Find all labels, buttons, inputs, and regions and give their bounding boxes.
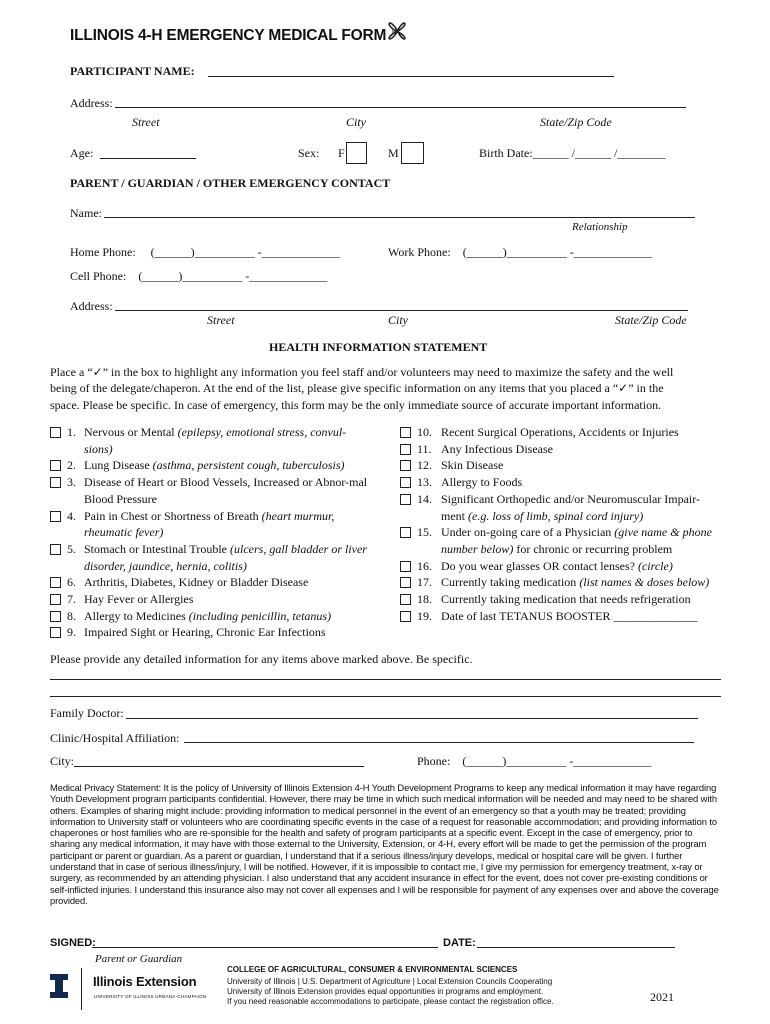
health-item-checkbox[interactable]: [50, 594, 61, 605]
health-item-text: Hay Fever or Allergies: [84, 592, 194, 607]
health-item-text: Arthritis, Diabetes, Kidney or Bladder Disease: [84, 575, 309, 590]
sex-f-checkbox[interactable]: [346, 142, 367, 164]
extension-logo-subtext: UNIVERSITY OF ILLINOIS URBANA-CHAMPAIGN: [94, 994, 207, 999]
health-item[interactable]: [50, 591, 372, 608]
health-item-text: Under on-going care of a Physician (give name & phone number below) for chronic or recurring problem: [441, 525, 712, 556]
health-item-text: Recent Surgical Operations, Accidents or Injuries: [441, 425, 679, 439]
health-item-number: 6.: [67, 575, 76, 590]
health-item-text: Nervous or Mental (epilepsy, emotional stress, convul-sions): [84, 425, 347, 456]
health-item-checkbox[interactable]: [400, 427, 411, 438]
participant-name-label: PARTICIPANT NAME:: [70, 64, 195, 78]
health-item-text: Allergy to Medicines (including penicillin, tetanus): [84, 608, 332, 623]
svg-text:H: H: [392, 30, 397, 36]
health-item-text: Impaired Sight or Hearing, Chronic Ear Infections: [84, 625, 326, 640]
health-item-checkbox[interactable]: [50, 427, 61, 438]
contact-address-field[interactable]: [115, 310, 688, 311]
health-item-checkbox[interactable]: [400, 611, 411, 622]
health-item-text: Any Infectious Disease: [441, 441, 553, 456]
footer-divider: [81, 968, 82, 1010]
health-item[interactable]: [50, 541, 372, 574]
health-item-number: 16.: [417, 558, 432, 573]
health-item-text: Lung Disease (asthma, persistent cough, tuberculosis): [84, 458, 345, 473]
health-item-number: 14.: [417, 491, 432, 506]
health-item-text: Significant Orthopedic and/or Neuromuscular Impair-ment (e.g. loss of limb, spinal cord injury): [441, 491, 701, 523]
contact-address-label: Address:: [70, 299, 113, 313]
health-item-text: Date of last TETANUS BOOSTER ______________: [441, 608, 698, 623]
home-phone-label: Home Phone:: [70, 245, 136, 259]
cell-phone-label: Cell Phone:: [70, 269, 127, 283]
contact-name-field[interactable]: [104, 217, 695, 218]
contact-heading: PARENT / GUARDIAN / OTHER EMERGENCY CONTACT: [70, 176, 391, 190]
doctor-city-field[interactable]: [74, 766, 364, 767]
health-list-right: [400, 424, 720, 624]
health-item[interactable]: [400, 491, 720, 524]
health-item-number: 2.: [67, 458, 76, 473]
parent-guardian-caption: Parent or Guardian: [95, 953, 183, 965]
clinic-label: Clinic/Hospital Affiliation:: [50, 731, 180, 745]
health-item-number: 19.: [417, 608, 432, 623]
details-line-1[interactable]: [50, 679, 721, 680]
health-item-number: 1.: [67, 425, 76, 439]
health-item-checkbox[interactable]: [400, 594, 411, 605]
four-h-clover-icon: [380, 14, 414, 48]
health-item-checkbox[interactable]: [50, 511, 61, 522]
health-item[interactable]: [50, 424, 372, 457]
health-item-checkbox[interactable]: [50, 611, 61, 622]
health-item-text: Currently taking medication (list names & doses below): [441, 575, 710, 590]
date-label: DATE:: [443, 937, 476, 949]
signed-label: SIGNED:: [50, 937, 96, 949]
form-title: ILLINOIS 4-H EMERGENCY MEDICAL FORM: [70, 27, 387, 44]
health-item-checkbox[interactable]: [400, 460, 411, 471]
health-item-checkbox[interactable]: [400, 477, 411, 488]
doctor-phone-label: Phone:: [417, 754, 451, 768]
participant-name-field[interactable]: [208, 76, 614, 77]
health-item[interactable]: [50, 624, 372, 641]
cell-phone-field[interactable]: (______)__________ -_____________: [138, 269, 328, 283]
participant-address-label: Address:: [70, 96, 113, 110]
extension-logo-text: Illinois Extension: [93, 974, 197, 989]
sex-f-label: F: [338, 146, 345, 160]
health-item-checkbox[interactable]: [400, 561, 411, 572]
health-item-checkbox[interactable]: [50, 544, 61, 555]
health-item-text: Stomach or Intestinal Trouble (ulcers, gall bladder or liver disorder, jaundice, hernia, colitis): [84, 541, 367, 573]
health-list-left: [50, 424, 372, 641]
health-item-checkbox[interactable]: [400, 494, 411, 505]
participant-address-field[interactable]: [115, 107, 686, 108]
health-item-checkbox[interactable]: [400, 527, 411, 538]
health-item[interactable]: [400, 424, 720, 441]
college-name: COLLEGE OF AGRICULTURAL, CONSUMER & ENVIRONMENTAL SCIENCES: [227, 965, 518, 974]
age-label: Age:: [70, 146, 94, 160]
health-item[interactable]: [50, 474, 372, 507]
birthdate-label: Birth Date:: [479, 146, 533, 160]
form-year: 2021: [650, 990, 674, 1004]
age-field[interactable]: [100, 158, 196, 159]
health-item-number: 8.: [67, 608, 76, 623]
health-item-checkbox[interactable]: [50, 477, 61, 488]
relationship-caption: Relationship: [572, 221, 628, 233]
health-item-number: 5.: [67, 541, 76, 556]
statezip-caption: State/Zip Code: [540, 115, 612, 129]
doctor-city-label: City:: [50, 754, 75, 768]
health-item[interactable]: [400, 591, 720, 608]
doctor-phone-field[interactable]: (______)__________ -_____________: [462, 754, 652, 768]
health-item-checkbox[interactable]: [400, 444, 411, 455]
street-caption: Street: [132, 115, 160, 129]
sex-label: Sex:: [298, 146, 320, 160]
details-line-2[interactable]: [50, 696, 721, 697]
sex-m-label: M: [388, 146, 399, 160]
health-item-number: 17.: [417, 575, 432, 590]
privacy-statement: Medical Privacy Statement: It is the policy of University of Illinois Extension 4-H Youth Development Programs to keep any medical information it may have regarding Youth Development program participants confidential. However, there may be time in which such medical information will be needed and may need to be shared with others. Examples of sharing might include: providing information to medical personnel in the event of an emergency so that a youth may be treated; providing information to University staff or volunteers who are coordinating specific events in the case of a request for reasonable accommodation; and providing information to chaperones or host families who are re-sponsible for the health and safety of program participants at a specific event. Except in the case of emergency, prior to sharing any medical information, it may have with those external to the University, Extension, or 4-H, every effort will be made to get the permission of the program participant or parent or guardian. As a parent or guardian, I understand that if a serious illness/injury develops, medical or hospital care will be given. I further understand that in case of serious illness/injury, I will be notified. However, if it is impossible to contact me, I give my permission for emergency treatment, x-ray or surgery, as recommended by an attending physician. I also understand that any accident insurance in effect for the event, does not cover pre-existing conditions or self-inflicted injuries. I understand this insurance also may not cover all expenses and I will be responsible for payment of any expenses over and above the coverage provided.: [50, 782, 719, 906]
health-item[interactable]: [50, 608, 372, 625]
health-item-text: Allergy to Foods: [441, 475, 523, 490]
health-item-number: 12.: [417, 458, 432, 473]
footer-line-1: University of Illinois | U.S. Department of Agriculture | Local Extension Councils Cooperating: [227, 977, 553, 986]
sex-m-checkbox[interactable]: [401, 142, 424, 164]
health-item-text: Disease of Heart or Blood Vessels, Increased or Abnor-mal Blood Pressure: [84, 475, 368, 506]
health-item-text: Pain in Chest or Shortness of Breath (heart murmur, rheumatic fever): [84, 508, 335, 540]
contact-street-caption: Street: [207, 313, 235, 327]
health-item[interactable]: [50, 457, 372, 474]
health-item[interactable]: [400, 524, 720, 557]
health-item[interactable]: [50, 574, 372, 591]
health-heading: HEALTH INFORMATION STATEMENT: [269, 340, 488, 354]
family-doctor-field[interactable]: [126, 718, 698, 719]
health-item-number: 11.: [417, 441, 432, 456]
health-item-checkbox[interactable]: [50, 460, 61, 471]
contact-statezip-caption: State/Zip Code: [615, 313, 687, 327]
health-item-text: Do you wear glasses OR contact lenses? (circle): [441, 558, 673, 573]
health-item-text: Skin Disease: [441, 458, 504, 473]
health-item[interactable]: [400, 474, 720, 491]
contact-city-caption: City: [388, 313, 408, 327]
health-item-number: 10.: [417, 425, 432, 439]
clinic-field[interactable]: [184, 742, 694, 743]
health-item[interactable]: [400, 574, 720, 591]
health-item-checkbox[interactable]: [50, 577, 61, 588]
health-intro-line2: being of the delegate/chaperon. At the end of the list, please give specific information on any items that you placed a “✓” in the: [50, 381, 664, 395]
health-item-number: 9.: [67, 625, 76, 640]
footer-line-3: If you need reasonable accommodations to participate, please contact the registration office.: [227, 997, 554, 1006]
health-item-number: 13.: [417, 475, 432, 490]
health-item-number: 15.: [417, 525, 432, 540]
health-item-number: 4.: [67, 508, 76, 523]
work-phone-field[interactable]: (______)__________ -_____________: [462, 245, 652, 259]
health-item[interactable]: [400, 608, 720, 625]
footer-line-2: University of Illinois Extension provides equal opportunities in programs and employment.: [227, 987, 544, 996]
signature-date-field[interactable]: [477, 947, 675, 948]
health-item[interactable]: [50, 508, 372, 541]
signature-field[interactable]: [92, 947, 438, 948]
health-item[interactable]: [400, 457, 720, 474]
birthdate-field[interactable]: ______ /______ /________: [532, 146, 666, 160]
health-item[interactable]: [400, 441, 720, 458]
family-doctor-label: Family Doctor:: [50, 706, 124, 720]
details-prompt: Please provide any detailed information for any items above marked above. Be specific.: [50, 652, 473, 666]
contact-name-label: Name:: [70, 206, 102, 220]
illinois-block-i-logo: [48, 973, 70, 999]
city-caption: City: [346, 115, 366, 129]
health-intro-line3: space. Please be specific. In case of emergency, this form may be the only immediate source of accurate important information.: [50, 398, 662, 412]
health-intro-line1: Place a “✓” in the box to highlight any information you feel staff and/or volunteers may need to maximize the safety and the well: [50, 365, 674, 379]
health-item-number: 7.: [67, 592, 76, 607]
health-item-checkbox[interactable]: [400, 577, 411, 588]
health-item-text: Currently taking medication that needs refrigeration: [441, 592, 691, 607]
health-item[interactable]: [400, 558, 720, 575]
health-item-number: 18.: [417, 592, 432, 607]
home-phone-field[interactable]: (______)__________ -_____________: [150, 245, 340, 259]
health-item-checkbox[interactable]: [50, 627, 61, 638]
health-item-number: 3.: [67, 475, 76, 490]
work-phone-label: Work Phone:: [388, 245, 451, 259]
